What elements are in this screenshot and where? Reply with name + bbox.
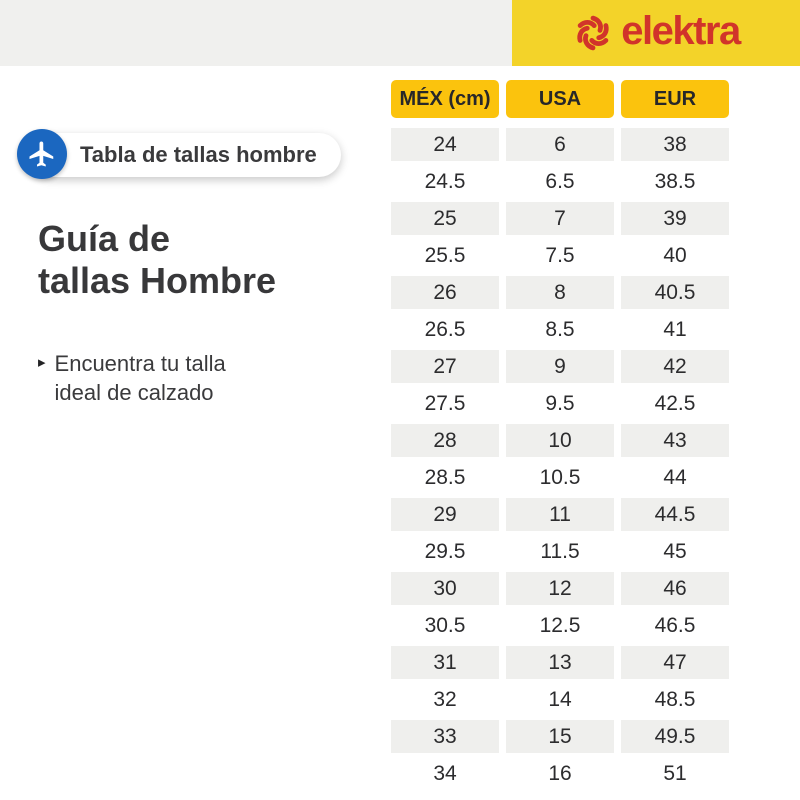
table-cell: 7 (506, 200, 614, 237)
table-cell: 24 (391, 126, 499, 163)
badge-label: Tabla de tallas hombre (80, 142, 317, 167)
table-cell: 29 (391, 496, 499, 533)
table-cell: 46 (621, 570, 729, 607)
table-cell: 47 (621, 644, 729, 681)
table-cell: 25 (391, 200, 499, 237)
table-row (391, 533, 729, 570)
page-title-line2: tallas Hombre (38, 260, 277, 302)
table-row (391, 644, 729, 681)
table-cell: 43 (621, 422, 729, 459)
table-row (391, 570, 729, 607)
table-row (391, 237, 729, 274)
bullet-triangle-icon: ▸ (38, 354, 46, 371)
airplane-icon (27, 139, 57, 169)
table-cell: 49.5 (621, 718, 729, 755)
table-row (391, 718, 729, 755)
table-cell: 6 (506, 126, 614, 163)
top-gray-strip (0, 0, 512, 66)
table-cell: 26 (391, 274, 499, 311)
table-cell: 28 (391, 422, 499, 459)
table-cell: 40 (663, 243, 687, 267)
table-cell: 9 (506, 348, 614, 385)
table-cell: 10.5 (539, 465, 581, 489)
table-cell: 38.5 (654, 169, 696, 193)
airplane-badge-circle (17, 129, 67, 179)
table-cell: 28.5 (424, 465, 466, 489)
table-cell: 8 (506, 274, 614, 311)
table-cell: 33 (391, 718, 499, 755)
table-cell: 42.5 (654, 391, 696, 415)
column-header: EUR (621, 80, 729, 118)
table-cell: 40.5 (621, 274, 729, 311)
table-row (391, 274, 729, 311)
table-row (391, 681, 729, 718)
table-cell: 11.5 (540, 539, 580, 563)
brand-logo-text: elektra (621, 9, 740, 53)
size-table-body (391, 126, 729, 792)
table-cell: 42 (621, 348, 729, 385)
table-row (391, 311, 729, 348)
table-cell: 25.5 (424, 243, 466, 267)
bullet-text (55, 349, 226, 408)
table-cell: 12 (506, 570, 614, 607)
table-cell: 27 (391, 348, 499, 385)
table-cell: 44 (663, 465, 687, 489)
page-title (38, 218, 276, 303)
table-cell: 27.5 (424, 391, 466, 415)
table-cell: 44.5 (621, 496, 729, 533)
table-row (391, 422, 729, 459)
size-table-header (391, 80, 729, 118)
table-cell: 31 (391, 644, 499, 681)
table-row (391, 459, 729, 496)
table-row (391, 607, 729, 644)
bullet-point (38, 349, 226, 408)
table-cell: 30.5 (424, 613, 466, 637)
table-cell: 7.5 (545, 243, 575, 267)
table-row (391, 200, 729, 237)
table-cell: 12.5 (539, 613, 581, 637)
table-cell: 32 (433, 687, 457, 711)
table-cell: 9.5 (545, 391, 575, 415)
table-cell: 16 (548, 761, 572, 785)
column-header: MÉX (cm) (391, 80, 499, 118)
elektra-pinwheel-icon (572, 12, 614, 54)
table-cell: 41 (663, 317, 687, 341)
table-cell: 8.5 (545, 317, 575, 341)
table-row (391, 348, 729, 385)
table-cell: 6.5 (545, 169, 575, 193)
page-title-line1: Guía de (38, 218, 171, 259)
bullet-line2: ideal de calzado (54, 380, 214, 406)
table-cell: 26.5 (424, 317, 466, 341)
table-row (391, 385, 729, 422)
table-row (391, 163, 729, 200)
table-cell: 51 (663, 761, 687, 785)
table-cell: 30 (391, 570, 499, 607)
table-cell: 39 (621, 200, 729, 237)
table-cell: 29.5 (424, 539, 466, 563)
table-cell: 45 (663, 539, 687, 563)
bullet-line1: Encuentra tu talla (54, 351, 226, 376)
table-cell: 48.5 (654, 687, 696, 711)
column-header: USA (506, 80, 614, 118)
size-table (391, 80, 729, 792)
table-cell: 46.5 (654, 613, 696, 637)
table-row (391, 496, 729, 533)
table-cell: 24.5 (424, 169, 466, 193)
table-row (391, 755, 729, 792)
table-cell: 34 (433, 761, 457, 785)
table-cell: 10 (506, 422, 614, 459)
size-chart-badge (30, 133, 341, 177)
table-cell: 14 (548, 687, 572, 711)
table-row (391, 126, 729, 163)
table-cell: 15 (506, 718, 614, 755)
table-cell: 13 (506, 644, 614, 681)
brand-banner (512, 0, 800, 66)
table-cell: 11 (506, 496, 614, 533)
table-cell: 38 (621, 126, 729, 163)
